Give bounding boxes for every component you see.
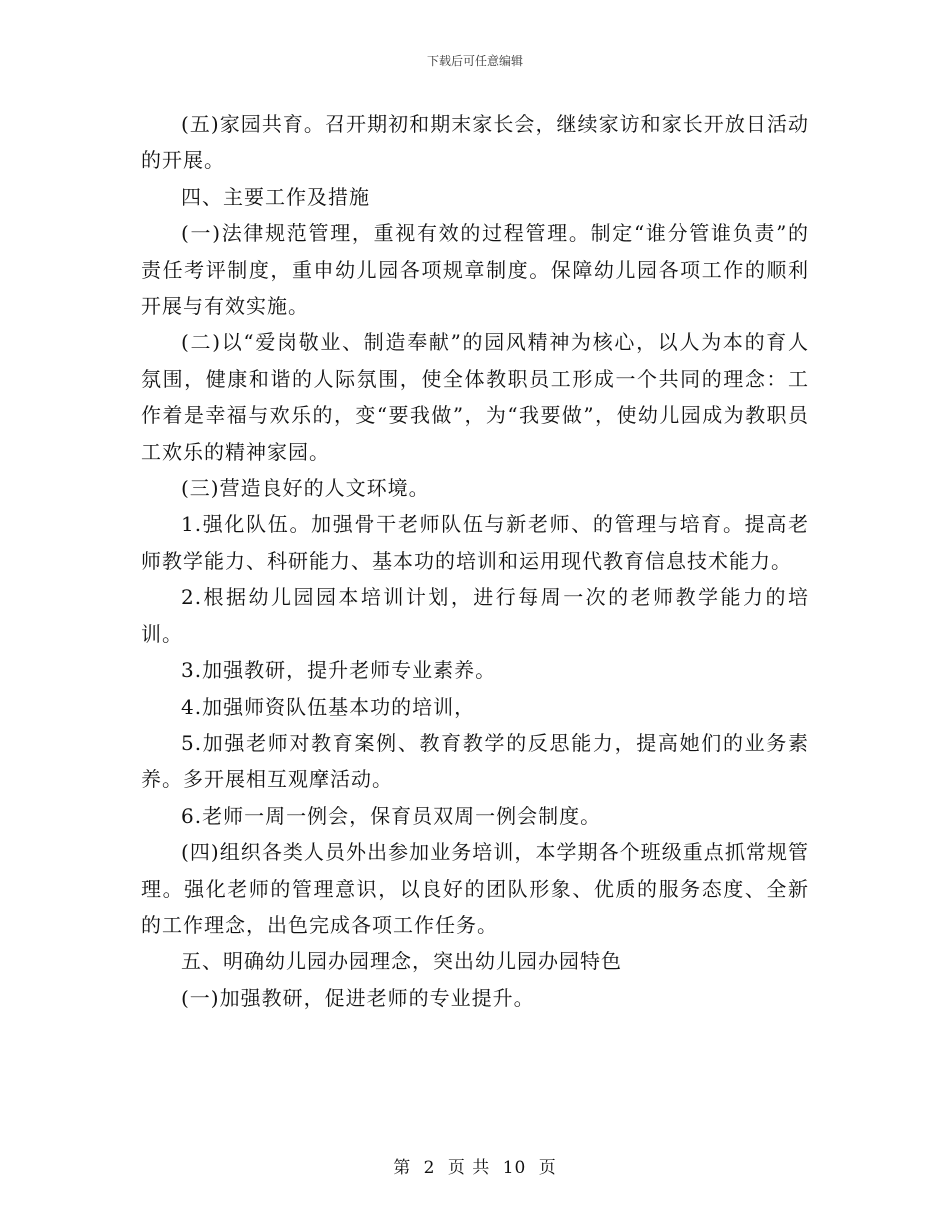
list-item: 6.老师一周一例会，保育员双周一例会制度。 [181,803,602,828]
list-item: 2.根据幼儿园园本培训计划，进行每周一次的老师教学能力的培训。 [141,585,809,646]
footer-suffix: 页 [538,1158,557,1178]
list-item: 4.加强师资队伍基本功的培训， [181,694,476,719]
document-body [141,106,809,1016]
section-heading: 五、明确幼儿园办园理念，突出幼儿园办园特色 [181,949,622,974]
page-header: 下载后可任意编辑 [426,54,523,68]
paragraph: (一)加强教研，促进老师的专业提升。 [181,985,535,1010]
paragraph: (三)营造良好的人文环境。 [181,476,430,501]
paragraph: (二)以“爱岗敬业、制造奉献”的园风精神为核心，以人为本的育人氛围，健康和谐的人际氛围，使全体教职员工形成一个共同的理念：工作着是幸福与欢乐的，变“要我做”，为“我要做”，使幼儿园成为教职员工欢乐的精神家园。 [141,330,809,464]
paragraph: (五)家园共育。召开期初和期末家长会，继续家访和家长开放日活动的开展。 [141,112,809,173]
total-page-count: 10 [502,1158,527,1178]
list-item: 1.强化队伍。加强骨干老师队伍与新老师、的管理与培育。提高老师教学能力、科研能力、基本功的培训和运用现代教育信息技术能力。 [141,512,809,573]
page-footer [0,1153,950,1178]
list-item: 5.加强老师对教育案例、教育教学的反思能力，提高她们的业务素养。多开展相互观摩活动。 [141,730,809,792]
section-heading: 四、主要工作及措施 [181,184,370,209]
paragraph: (四)组织各类人员外出参加业务培训，本学期各个班级重点抓常规管理。强化老师的管理意识，以良好的团队形象、优质的服务态度、全新的工作理念，出色完成各项工作任务。 [141,840,809,937]
list-item: 3.加强教研，提升老师专业素养。 [181,658,497,683]
current-page-number: 2 [423,1158,436,1178]
footer-middle: 页 共 [447,1158,491,1178]
footer-prefix: 第 [393,1158,412,1178]
paragraph: (一)法律规范管理，重视有效的过程管理。制定“谁分管谁负责”的责任考评制度，重申幼儿园各项规章制度。保障幼儿园各项工作的顺利开展与有效实施。 [141,221,809,319]
